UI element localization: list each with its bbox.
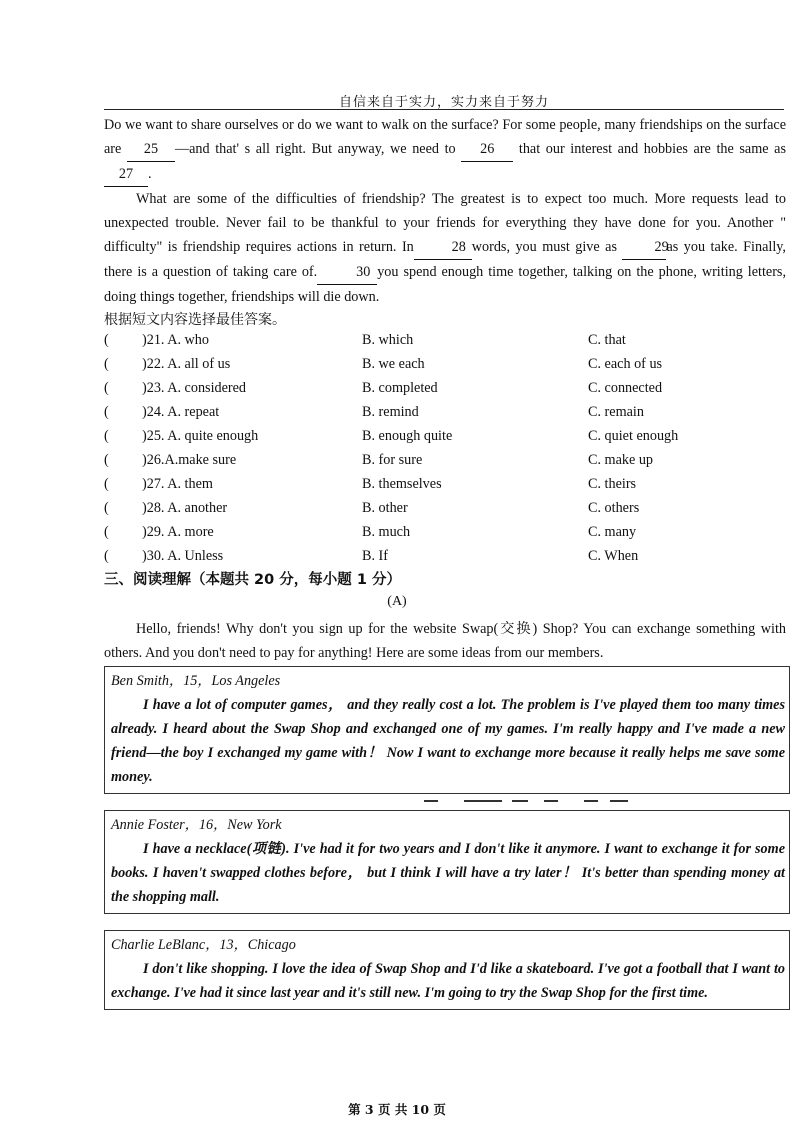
- blank-25: 25: [127, 137, 175, 162]
- option-b: B. themselves: [362, 476, 442, 492]
- answer-paren: (: [104, 452, 109, 468]
- answer-paren: (: [104, 332, 109, 348]
- section-title: 三、阅读理解（本题共 20 分，每小题 1 分）: [104, 572, 401, 588]
- blank-27: 27: [104, 162, 148, 187]
- member-name: Charlie LeBlanc，13，Chicago: [111, 937, 296, 953]
- passage-paragraph-1: [104, 113, 786, 187]
- page-number: 第 3 页 共 10 页: [348, 1102, 446, 1117]
- option-c: C. others: [588, 500, 640, 516]
- passage-text: you spend enough time together, talking on the phone, writing letters, doing things together, friendships will die down.: [104, 264, 786, 305]
- answer-paren: (: [104, 356, 109, 372]
- option-c: C. many: [588, 524, 637, 540]
- option-b: B. remind: [362, 404, 419, 420]
- question-row: [104, 448, 786, 472]
- instruction-text: 根据短文内容选择最佳答案。: [104, 313, 286, 328]
- member-name: Ben Smith，15，Los Angeles: [111, 673, 281, 689]
- passage-text: as you take. Finally, there is a question of taking care of.: [104, 239, 786, 280]
- member-text: I have a necklace(项链). I've had it for two years and I don't like it anymore. I want to exchange it for some books. I haven't swapped clothes before， but I think I will have a try later！ It's better than spending money at the shopping mall.: [111, 841, 785, 905]
- question-row: [104, 400, 786, 424]
- blank-26: 26: [461, 137, 513, 162]
- passage-label: (A): [387, 594, 407, 609]
- option-b: B. If: [362, 548, 389, 564]
- option-c: C. connected: [588, 380, 663, 396]
- option-b: B. which: [362, 332, 414, 348]
- option-a: )24. A. repeat: [142, 404, 220, 420]
- passage-text: Do we want to share ourselves or do we want to walk on the surface? For some people, many friendships on the surface are: [104, 117, 786, 157]
- member-box-annie: [104, 810, 790, 914]
- option-a: )28. A. another: [142, 500, 228, 516]
- option-b: B. completed: [362, 380, 438, 396]
- passage-text: words, you must give as: [471, 239, 623, 255]
- question-row: [104, 472, 786, 496]
- member-text: I have a lot of computer games， and they really cost a lot. The problem is I've played them too many times already. I heard about the Swap Shop and exchanged one of my games. I'm really happy and I've made a new friend—the boy I exchanged my game with！ Now I want to exchange more because it really helps me save some money.: [111, 697, 785, 785]
- question-row: [104, 328, 786, 352]
- reading-intro: [104, 617, 786, 665]
- answer-paren: (: [104, 500, 109, 516]
- option-a: )23. A. considered: [142, 380, 247, 396]
- option-a: )25. A. quite enough: [142, 428, 259, 444]
- option-b: B. enough quite: [362, 428, 453, 444]
- answer-paren: (: [104, 380, 109, 396]
- answer-paren: (: [104, 524, 109, 540]
- intro-text: Hello, friends! Why don't you sign up for the website Swap(交换) Shop? You can exchange something with others. And you don't need to pay for anything! Here are some ideas from our members.: [104, 621, 786, 661]
- member-box-ben: [104, 666, 790, 794]
- question-row: [104, 520, 786, 544]
- member-text: I don't like shopping. I love the idea of Swap Shop and I'd like a skateboard. I've got a football that I want to exchange. I've had it since last year and it's still new. I'm going to try the Swap Shop for the first time.: [111, 961, 785, 1001]
- passage-paragraph-2: [104, 187, 786, 309]
- option-c: C. quiet enough: [588, 428, 679, 444]
- option-c: C. each of us: [588, 356, 663, 372]
- option-b: B. much: [362, 524, 411, 540]
- passage-text: that our interest and hobbies are the same as: [513, 141, 786, 157]
- option-c: C. theirs: [588, 476, 637, 492]
- option-b: B. we each: [362, 356, 425, 372]
- passage-text: What are some of the difficulties of friendship? The greatest is to expect too much. More requests lead to unexpected trouble. Never fail to be thankful to your friends for everything they have done for you. Another " difficulty" is friendship requires actions in return. In: [104, 191, 786, 255]
- option-a: )21. A. who: [142, 332, 209, 348]
- question-row: [104, 352, 786, 376]
- cloze-passage: [104, 113, 786, 333]
- answer-paren: (: [104, 476, 109, 492]
- answer-paren: (: [104, 428, 109, 444]
- options-list: [104, 328, 786, 568]
- option-b: B. for sure: [362, 452, 423, 468]
- option-a: )26.A.make sure: [142, 452, 237, 468]
- option-c: C. make up: [588, 452, 654, 468]
- option-a: )29. A. more: [142, 524, 214, 540]
- passage-text: .: [148, 166, 152, 182]
- option-c: C. that: [588, 332, 626, 348]
- option-c: C. When: [588, 548, 639, 564]
- answer-paren: (: [104, 548, 109, 564]
- passage-text: —and that' s all right. But anyway, we need to: [174, 141, 462, 157]
- question-row: [104, 544, 786, 568]
- question-row: [104, 496, 786, 520]
- divider-dashes: [104, 800, 786, 801]
- question-row: [104, 424, 786, 448]
- option-c: C. remain: [588, 404, 644, 420]
- blank-28: 28: [414, 235, 472, 260]
- page-header-motto: 自信来自于实力，实力来自于努力: [104, 91, 784, 110]
- member-name: Annie Foster，16，New York: [111, 817, 282, 833]
- member-box-charlie: [104, 930, 790, 1010]
- option-b: B. other: [362, 500, 408, 516]
- blank-30: 30: [317, 260, 377, 285]
- question-row: [104, 376, 786, 400]
- option-a: )22. A. all of us: [142, 356, 231, 372]
- option-a: )30. A. Unless: [142, 548, 224, 564]
- option-a: )27. A. them: [142, 476, 213, 492]
- answer-paren: (: [104, 404, 109, 420]
- blank-29: 29: [622, 235, 666, 260]
